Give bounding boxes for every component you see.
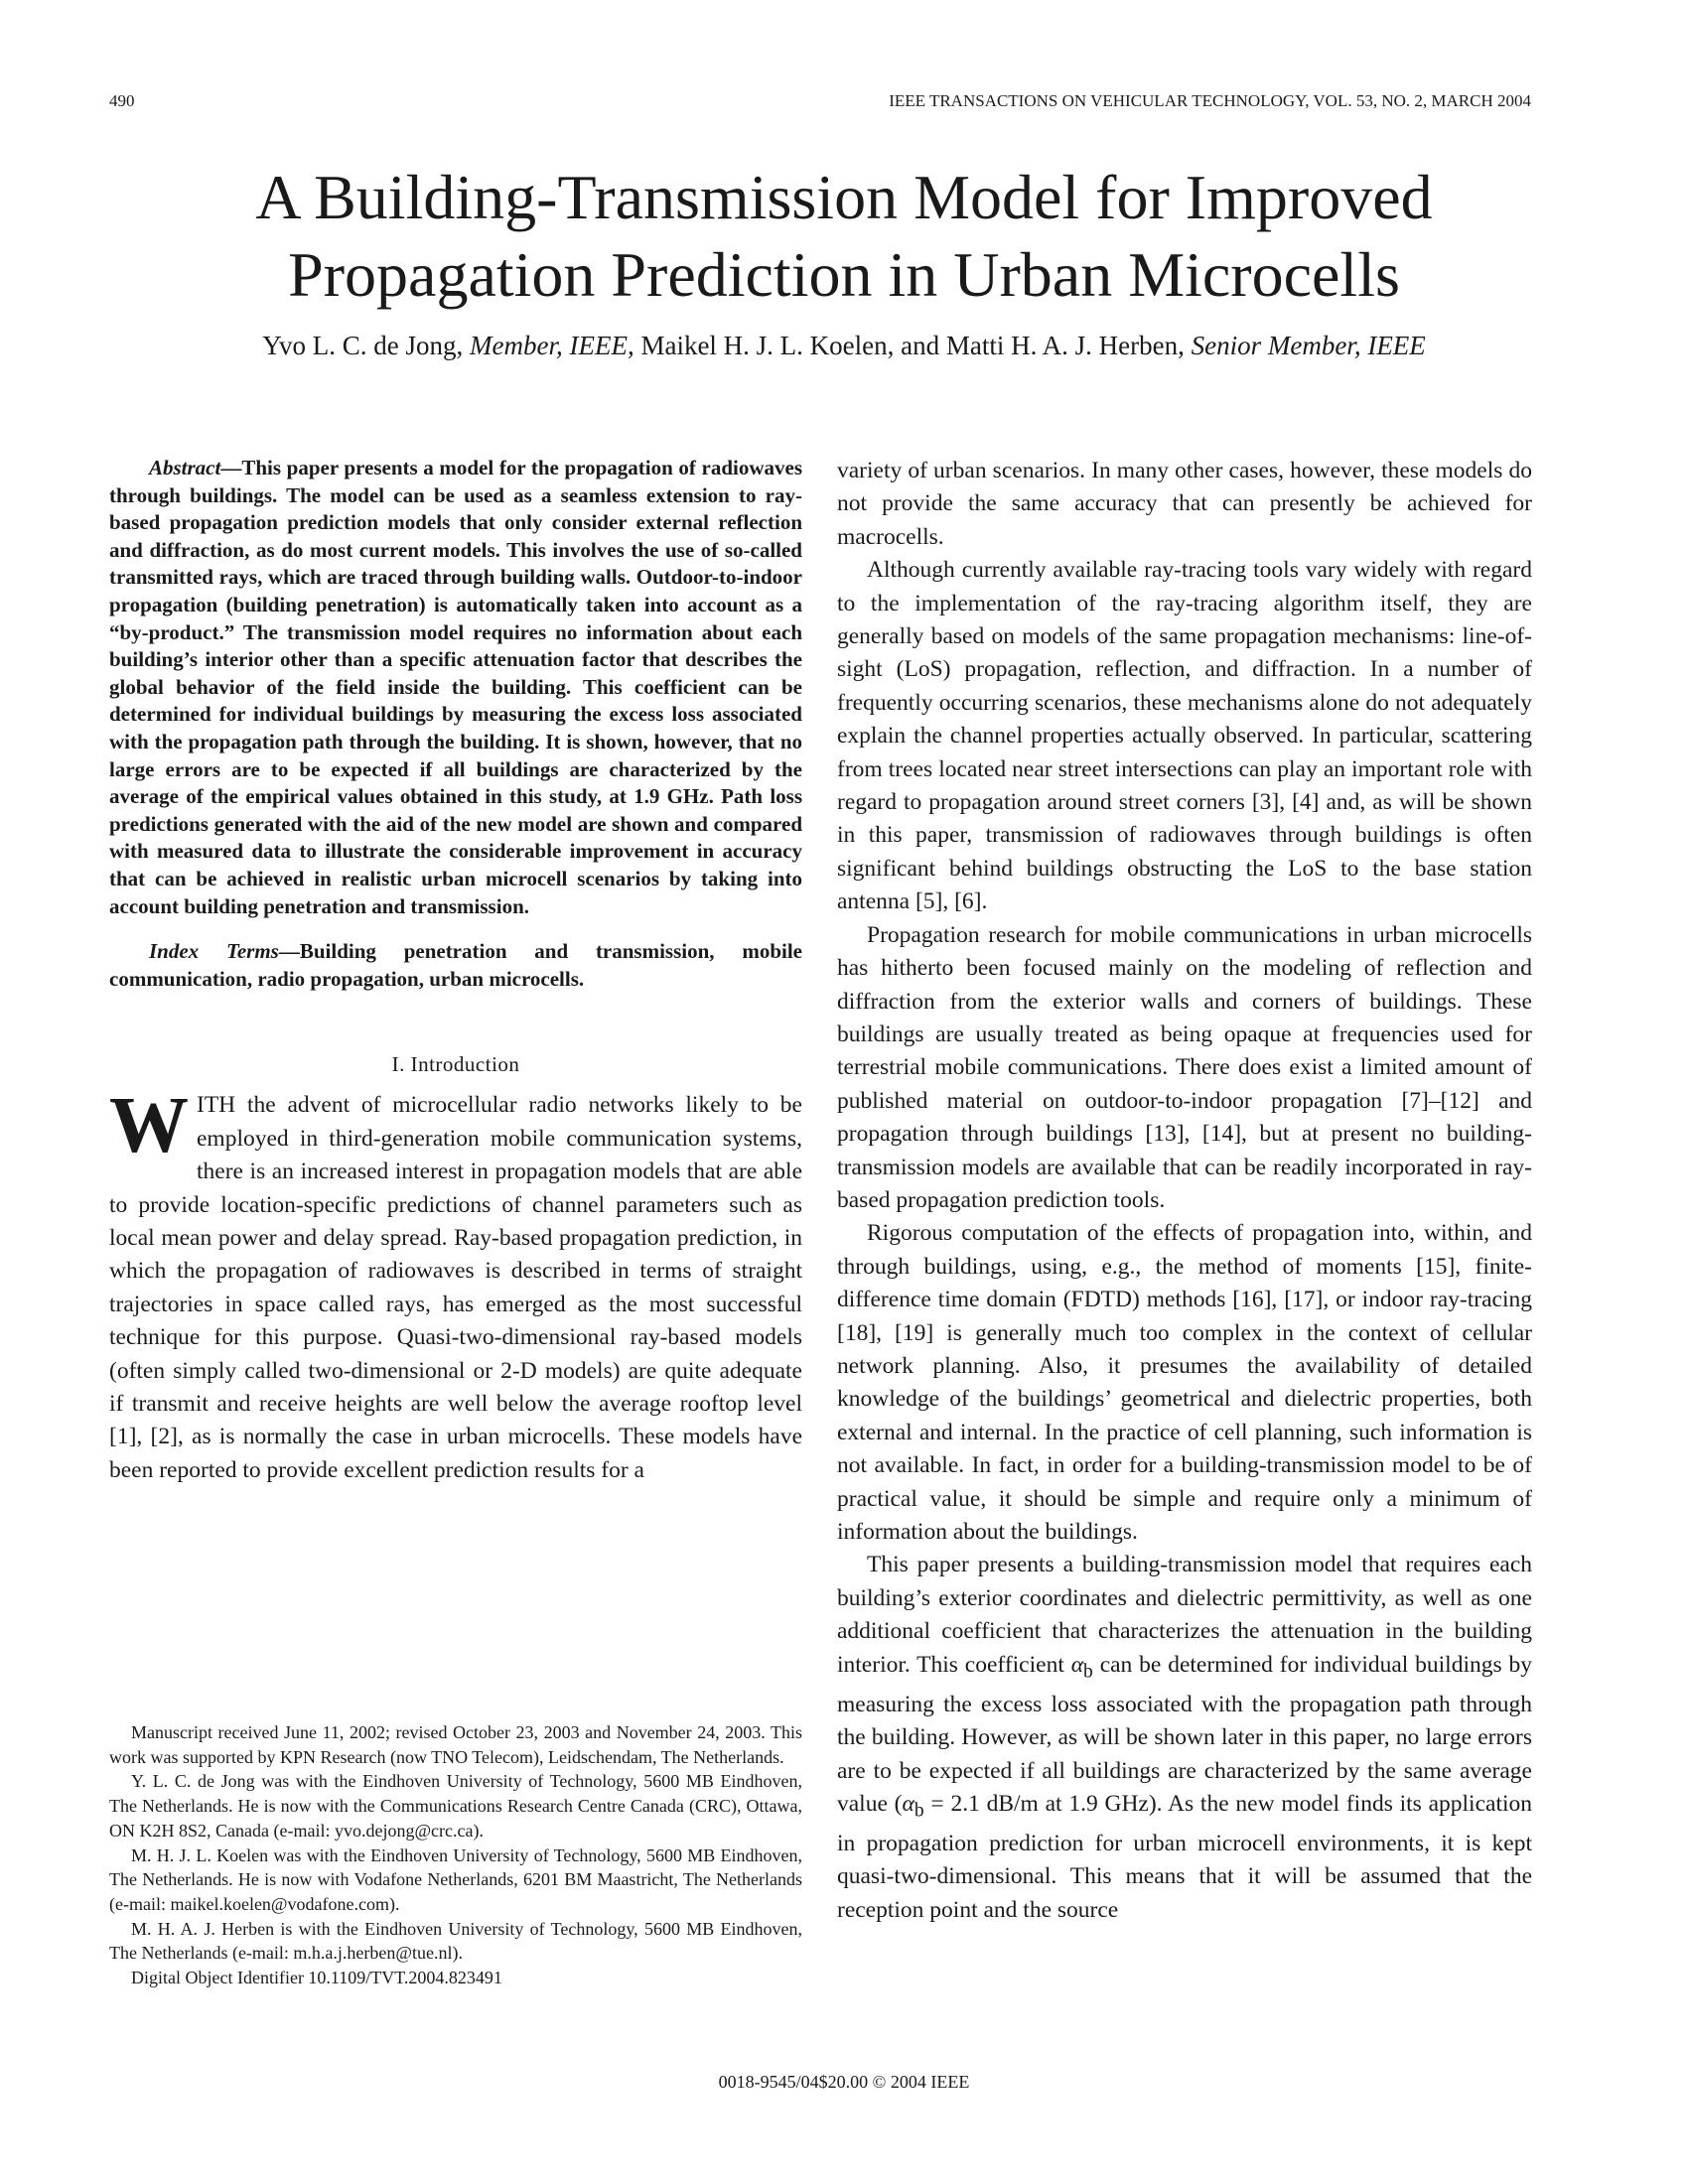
title-line-2: Propagation Prediction in Urban Microcells	[288, 239, 1400, 310]
copyright-line: 0018-9545/04$20.00 © 2004 IEEE	[718, 2072, 970, 2092]
right-paragraph-4: Rigorous computation of the effects of propagation into, within, and through buildings, using, e.g., the method of moments [15], finite-difference time domain (FDTD) methods [16], [17], or indoor ray-tracing [18], [19] is generally much too complex in the context of cellular network planning. Also, it presumes the availability of detailed knowledge of the buildings’ geometrical and dielectric properties, both external and internal. In the practice of cell planning, such information is not available. In fact, in order for a building-transmission model to be of practical value, it should be simple and require only a minimum of information about the buildings.	[837, 1220, 1532, 1545]
footnotes	[109, 1720, 802, 1990]
author-1: Yvo L. C. de Jong,	[262, 331, 464, 360]
index-terms	[109, 938, 802, 993]
right-column	[837, 455, 1532, 1927]
alpha-symbol: α	[1070, 1651, 1084, 1678]
footnote-doi: Digital Object Identifier 10.1109/TVT.2004.823491	[131, 1968, 502, 1988]
author-1-role: Member, IEEE,	[470, 331, 634, 360]
left-column	[109, 455, 802, 1487]
drop-cap: W	[109, 1082, 189, 1170]
right-paragraph-3: Propagation research for mobile communications in urban microcells has hitherto been focused mainly on the modeling of reflection and diffraction from the exterior walls and corners of buildings. These buildings are usually treated as being opaque at frequencies used for terrestrial mobile communications. There does exist a limited amount of published material on outdoor-to-indoor propagation [7]–[12] and propagation through buildings [13], [14], but at present no building-transmission models are available that can be readily incorporated in ray-based propagation prediction tools.	[837, 921, 1532, 1213]
title-line-1: A Building-Transmission Model for Improved	[255, 162, 1433, 232]
footnote-herben: M. H. A. J. Herben is with the Eindhoven University of Technology, 5600 MB Eindhoven, The Netherlands (e-mail: m.h.a.j.herben@tue.nl).	[109, 1918, 802, 1964]
right-paragraph-1: variety of urban scenarios. In many other cases, however, these models do not provide the same accuracy that can presently be achieved for macrocells.	[837, 458, 1532, 550]
index-terms-text: —Building penetration and transmission, mobile communication, radio propagation, urban microcells.	[109, 939, 802, 991]
abstract	[109, 455, 802, 920]
paper-title	[149, 159, 1539, 314]
author-2-3: Maikel H. J. L. Koelen, and Matti H. A. J. Herben,	[640, 331, 1185, 360]
author-3-role: Senior Member, IEEE	[1191, 331, 1426, 360]
author-list	[99, 331, 1589, 361]
introduction	[109, 1082, 802, 1487]
page-number: 490	[109, 91, 135, 110]
right-paragraph-5: This paper presents a building-transmission model that requires each building’s exterior coordinates and dielectric permittivity, as well as one additional coefficient that characterizes the attenuation in the building interior. This coefficient $\alpha_b$ can be determined for individual buildings by measuring the excess loss associated with the propagation path through the building. However, as will be shown later in this paper, no large errors are to be expected if all buildings are characterized by the same average value ($\alpha_b = 2.1$ dB/m at 1.9 GHz). As the new model finds its application in propagation prediction for urban microcell environments, it is kept quasi-two-dimensional. This means that it will be assumed that the reception point and the source	[837, 1552, 1533, 1923]
footnote-koelen: M. H. J. L. Koelen was with the Eindhoven University of Technology, 5600 MB Eindhoven, The Netherlands. He is now with Vodafone Netherlands, 6201 BM Maastricht, The Netherlands (e-mail: maikel.koelen@vodafone.com).	[109, 1844, 802, 1914]
running-head: IEEE TRANSACTIONS ON VEHICULAR TECHNOLOGY, VOL. 53, NO. 2, MARCH 2004	[889, 91, 1531, 110]
footnote-de-jong: Y. L. C. de Jong was with the Eindhoven University of Technology, 5600 MB Eindhoven, The Netherlands. He is now with the Communications Research Centre Canada (CRC), Ottawa, ON K2H 8S2, Canada (e-mail: yvo.dejong@crc.ca).	[109, 1771, 802, 1841]
intro-paragraph: ITH the advent of microcellular radio networks likely to be employed in third-generation mobile communication systems, there is an increased interest in propagation models that are able to provide location-specific predictions of channel parameters such as local mean power and delay spread. Ray-based propagation prediction, in which the propagation of radiowaves is described in terms of straight trajectories in space called rays, has emerged as the most successful technique for this purpose. Quasi-two-dimensional ray-based models (often simply called two-dimensional or 2-D models) are quite adequate if transmit and receive heights are well below the average rooftop level [1], [2], as is normally the case in urban microcells. These models have been reported to provide excellent prediction results for a	[109, 1092, 802, 1483]
alpha-symbol-2: α	[902, 1790, 914, 1817]
abstract-lead: Abstract	[149, 456, 221, 479]
right-paragraph-2: Although currently available ray-tracing tools vary widely with regard to the implementation of the ray-tracing algorithm itself, they are generally based on models of the same propagation mechanisms: line-of-sight (LoS) propagation, reflection, and diffraction. In a number of frequently occurring scenarios, these mechanisms alone do not adequately explain the channel properties actually observed. In particular, scattering from trees located near street intersections can play an important role with regard to propagation around street corners [3], [4] and, as will be shown in this paper, transmission of radiowaves through buildings is often significant behind buildings obstructing the LoS to the base station antenna [5], [6].	[837, 557, 1532, 915]
abstract-text: —This paper presents a model for the propagation of radiowaves through buildings. The model can be used as a seamless extension to ray-based propagation prediction models that only consider external reflection and diffraction, as do most current models. This involves the use of so-called transmitted rays, which are traced through building walls. Outdoor-to-indoor propagation (building penetration) is automatically taken into account as a “by-product.” The transmission model requires no information about each building’s interior other than a specific attenuation factor that describes the global behavior of the field inside the building. This coefficient can be determined for individual buildings by measuring the excess loss associated with the propagation path through the building. It is shown, however, that no large errors are to be expected if all buildings are characterized by the average of the empirical values obtained in this study, at 1.9 GHz. Path loss predictions generated with the aid of the new model are shown and compared with measured data to illustrate the considerable improvement in accuracy that can be achieved in realistic urban microcell scenarios by taking into account building penetration and transmission.	[109, 456, 802, 918]
footnote-manuscript: Manuscript received June 11, 2002; revised October 23, 2003 and November 24, 2003. This work was supported by KPN Research (now TNO Telecom), Leidschendam, The Netherlands.	[109, 1722, 802, 1767]
section-heading: I. Introduction	[391, 1052, 520, 1077]
index-terms-lead: Index Terms	[149, 939, 279, 964]
